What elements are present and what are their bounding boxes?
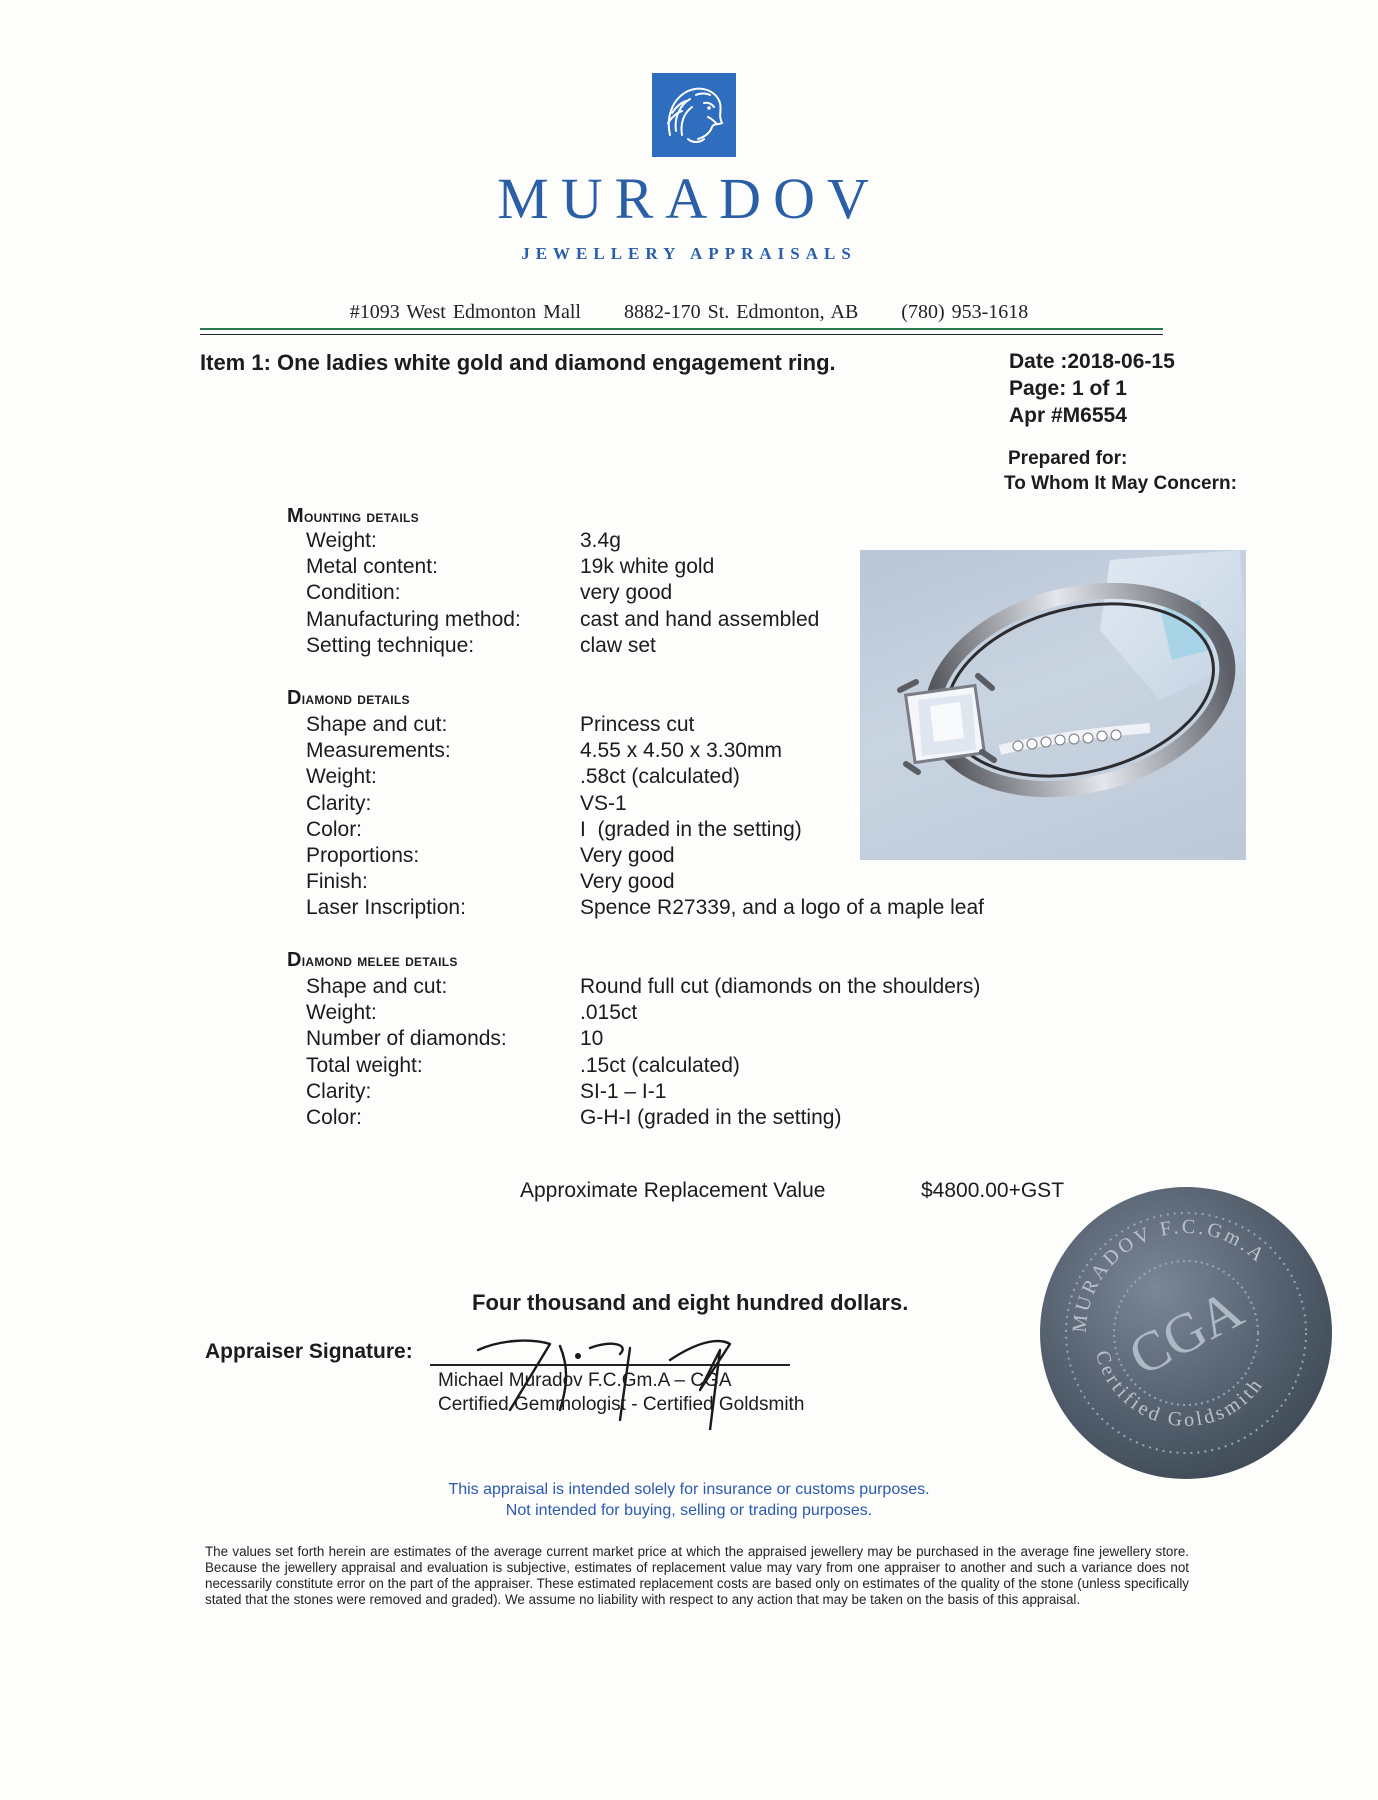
diamond-label: Measurements:	[306, 739, 451, 763]
diamond-label: Finish:	[306, 870, 368, 894]
mounting-labels	[306, 528, 521, 659]
melee-value: G-H-I (graded in the setting)	[580, 1106, 842, 1130]
appraisal-date: Date :2018-06-15	[1009, 350, 1175, 373]
melee-heading	[287, 949, 458, 972]
address-street: 8882-170 St. Edmonton, AB	[623, 301, 859, 323]
replacement-value-label: Approximate Replacement Value	[520, 1179, 826, 1202]
diamond-label: Proportions:	[306, 844, 420, 868]
melee-heading-text: iamond melee details	[301, 951, 458, 970]
diamond-value: Very good	[580, 870, 675, 894]
diamond-labels	[306, 712, 466, 922]
diamond-value: .58ct (calculated)	[580, 765, 740, 789]
mounting-heading	[287, 505, 419, 528]
mounting-value: very good	[580, 581, 673, 605]
address-mall: #1093 West Edmonton Mall	[349, 301, 581, 323]
mounting-label: Setting technique:	[306, 633, 475, 657]
seal-center-text: CGA	[1119, 1277, 1253, 1389]
mounting-value: claw set	[580, 633, 656, 657]
header-rule-black	[200, 334, 1163, 335]
diamond-values	[580, 712, 984, 922]
diamond-value: VS-1	[580, 791, 627, 815]
usage-notice-line1: This appraisal is intended solely for insurance or customs purposes.	[448, 1481, 930, 1498]
disclaimer-text: The values set forth herein are estimates of the average current market price at which the appraised jewellery may be purchased in the average fine jewellery store. Because the jewellery appraisal and evaluation is subjective, estimates of replacement value may vary from one appraiser to another and such a variance does not necessarily constitute error on the part of the appraiser. These estimated replacement costs are based only on estimates of the quality of the stone (unless specifically stated that the stones were removed and graded). We assume no liability with respect to any action that may be taken on the basis of this appraisal.	[205, 1544, 1189, 1607]
replacement-value-amount: $4800.00+GST	[921, 1179, 1065, 1202]
melee-value: Round full cut (diamonds on the shoulders)	[580, 975, 981, 998]
mounting-label: Weight:	[306, 529, 377, 552]
mounting-values	[580, 528, 819, 659]
diamond-label: Clarity:	[306, 791, 372, 815]
seal-ring-top: MURADOV F.C.Gm.A	[1068, 1215, 1271, 1334]
diamond-value: Spence R27339, and a logo of a maple leaf	[580, 896, 984, 920]
melee-value: 10	[580, 1027, 604, 1051]
prepared-for	[1004, 446, 1237, 496]
address-phone: (780) 953-1618	[901, 301, 1029, 323]
diamond-heading-text: iamond details	[301, 689, 410, 708]
melee-value: SI-1 – I-1	[580, 1079, 667, 1103]
usage-notice-line2: Not intended for buying, selling or trading purposes.	[505, 1502, 873, 1519]
melee-value: .015ct	[580, 1001, 638, 1025]
mounting-heading-initial: M	[287, 505, 304, 527]
diamond-value: Very good	[580, 844, 675, 868]
appraiser-title: Certified Gemmologist - Certified Goldsmith	[438, 1394, 805, 1415]
usage-notice	[0, 1479, 1378, 1521]
mounting-label: Condition:	[306, 581, 401, 605]
melee-label: Shape and cut:	[306, 975, 448, 998]
prepared-label: Prepared for:	[1008, 448, 1128, 469]
melee-label: Weight:	[306, 1001, 377, 1025]
melee-heading-initial: D	[287, 949, 302, 971]
cga-seal-icon	[1036, 1183, 1336, 1483]
mounting-value: cast and hand assembled	[580, 607, 820, 631]
mounting-label: Manufacturing method:	[306, 607, 521, 631]
mounting-heading-text: ounting details	[303, 507, 419, 526]
address-bar	[0, 301, 1378, 324]
melee-values	[580, 974, 980, 1131]
mounting-value: 19k white gold	[580, 555, 715, 579]
melee-label: Clarity:	[306, 1079, 372, 1103]
header-rule-green	[200, 328, 1163, 330]
mounting-label: Metal content:	[306, 555, 438, 579]
seal-ring-bottom: Certified Goldsmith	[1090, 1348, 1268, 1432]
appraiser-credentials	[438, 1369, 804, 1417]
brand-name: MURADOV	[497, 166, 881, 231]
diamond-heading-initial: D	[287, 687, 302, 709]
diamond-label: Weight:	[306, 765, 377, 789]
diamond-value: 4.55 x 4.50 x 3.30mm	[580, 739, 782, 763]
diamond-label: Shape and cut:	[306, 713, 448, 736]
diamond-label: Laser Inscription:	[306, 896, 466, 920]
diamond-value: I (graded in the setting)	[580, 817, 802, 841]
melee-label: Number of diamonds:	[306, 1027, 507, 1051]
prepared-to: To Whom It May Concern:	[1004, 473, 1237, 494]
melee-label: Color:	[306, 1106, 363, 1130]
lion-logo-icon	[652, 73, 736, 157]
item-title: Item 1: One ladies white gold and diamond engagement ring.	[200, 350, 836, 375]
appraisal-page: Page: 1 of 1	[1009, 377, 1127, 400]
brand-subtitle: JEWELLERY APPRAISALS	[521, 244, 857, 263]
diamond-heading	[287, 687, 410, 710]
melee-labels	[306, 974, 507, 1131]
appraisal-meta	[1009, 348, 1175, 429]
replacement-value-words: Four thousand and eight hundred dollars.	[472, 1290, 909, 1315]
diamond-label: Color:	[306, 817, 363, 841]
appraisal-number: Apr #M6554	[1009, 404, 1127, 427]
signature-label: Appraiser Signature:	[205, 1340, 413, 1363]
mounting-value: 3.4g	[580, 529, 621, 552]
melee-value: .15ct (calculated)	[580, 1053, 740, 1077]
melee-label: Total weight:	[306, 1053, 423, 1077]
appraiser-name: Michael Muradov F.C.Gm.A – CGA	[438, 1370, 732, 1391]
diamond-value: Princess cut	[580, 713, 695, 736]
